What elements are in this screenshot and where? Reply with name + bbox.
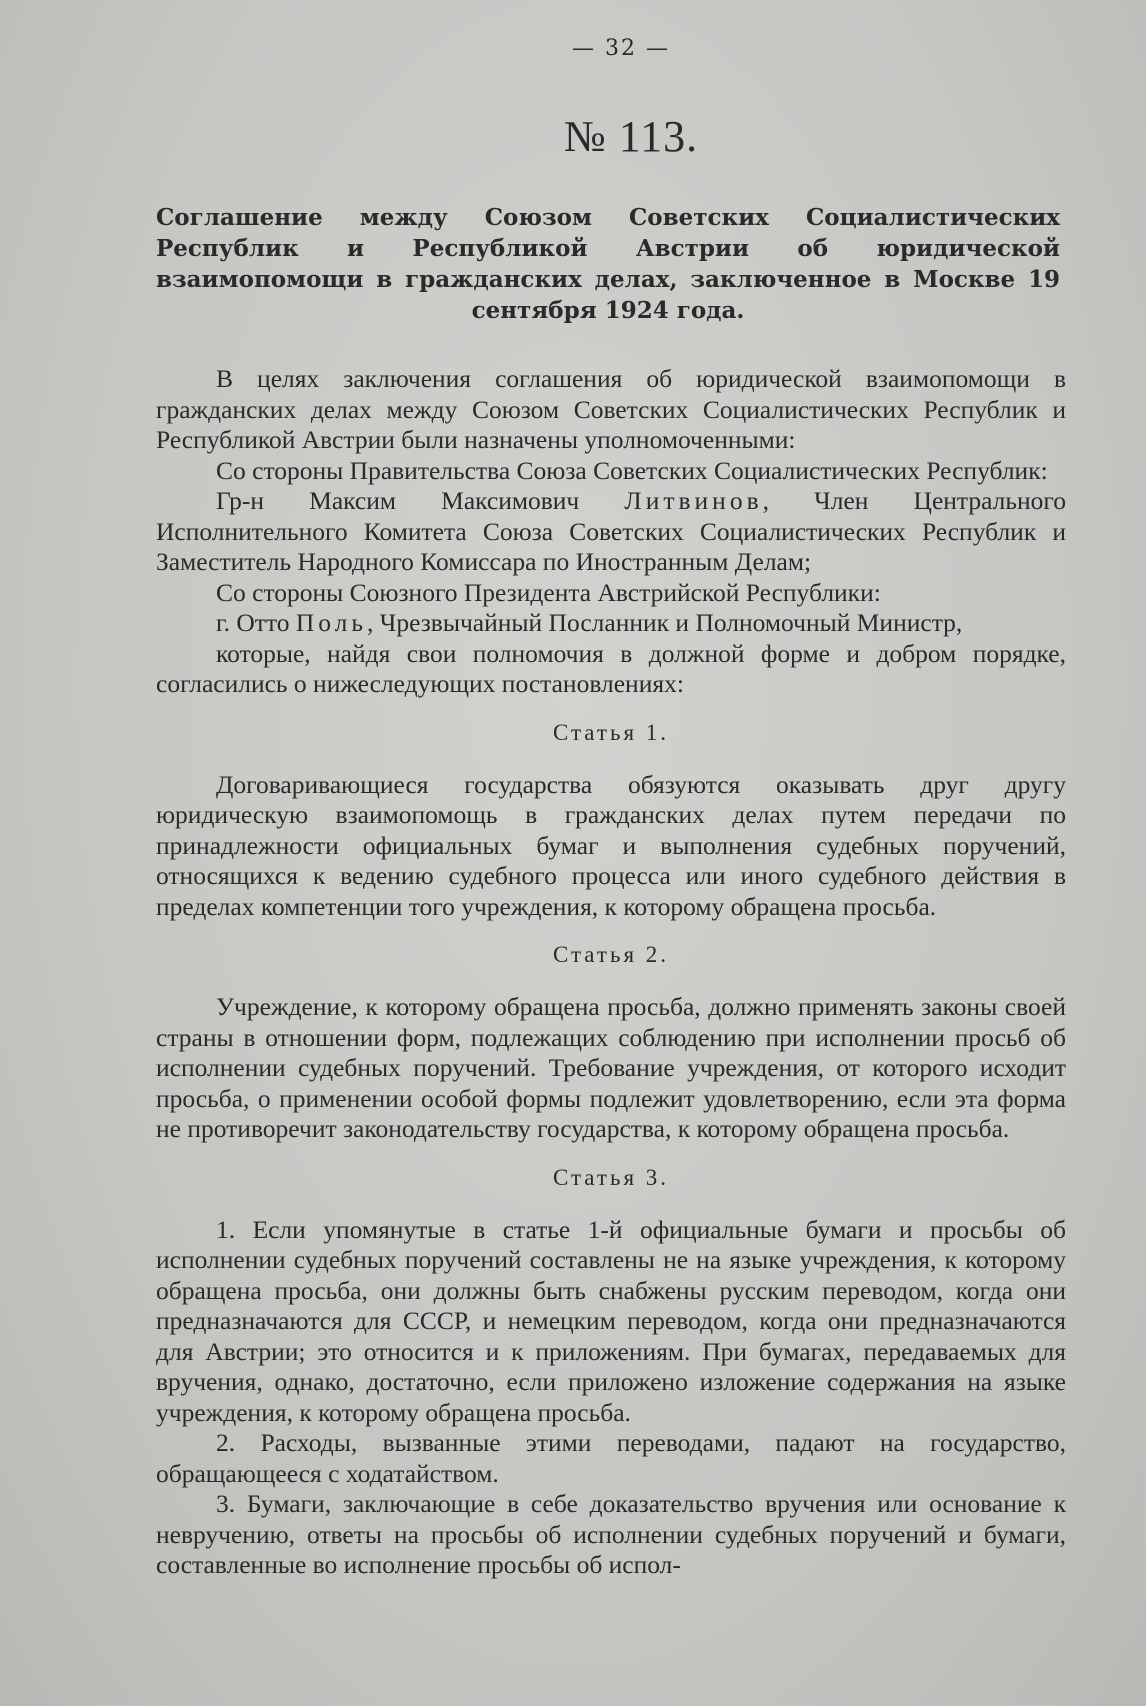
preamble-austria-side: Со стороны Союзного Президента Австрийской Республики: — [216, 577, 881, 607]
preamble-agreed: которые, найдя свои полномочия в должной форме и добром порядке, согласились о нижеследующих постановлениях: — [156, 638, 1066, 698]
austria-rep-name: Поль — [295, 608, 368, 637]
article-3-paragraph-1: 1. Если упомянутые в статье 1-й официальные бумаги и просьбы об исполнении судебных поручений составлены не на языке учреждения, к которому обращена просьба, они должны быть снабжены русским переводом, когда они предназначаются для СССР, и немецким переводом, когда они предназначаются для Австрии; это относится и к приложениям. При бумагах, передаваемых для вручения, однако, достаточно, если приложено изложение содержания на языке учреждения, к которому обращена просьба. — [156, 1214, 1066, 1427]
preamble-ussr-side: Со стороны Правительства Союза Советских Социалистических Республик: — [216, 455, 1048, 485]
document-number: № 113. — [563, 112, 699, 161]
preamble-intro: В целях заключения соглашения об юридической взаимопомощи в гражданских делах между Союзом Советских Социалистических Республик и Республикой Австрии были назначены уполномоченными: — [156, 364, 1066, 454]
article-2-heading: Статья 2. — [552, 942, 670, 967]
ussr-rep-name: Литвинов — [624, 486, 763, 515]
austria-rep-prefix: г. Отто — [216, 608, 290, 637]
article-2-paragraph-1: Учреждение, к которому обращена просьба, должно применять законы своей страны в отношении форм, подлежащих соблюдению при исполнении просьб об исполнении судебных поручений. Требование учреждения, от которого исходит просьба, о применении особой формы подлежит удовлетворению, если эта форма не противоречит законодательству государства, к которому обращена просьба. — [156, 992, 1066, 1143]
article-3-heading: Статья 3. — [552, 1164, 670, 1190]
preamble-ussr-representative — [156, 486, 1066, 578]
ussr-rep-suffix: , Член Центрального Исполнительного Комитета Союза Советских Социалистических Республик и Заместитель Народного Комиссара по Иностранным Делам; — [156, 486, 1066, 576]
article-3-paragraph-3: 3. Бумаги, заключающие в себе доказательство вручения или основание к невручению, ответы на просьбы об исполнении судебных поручений и бумаги, составленные во исполнение просьбы об испол- — [156, 1489, 1066, 1579]
austria-rep-suffix: , Чрезвычайный Посланник и Полномочный Министр, — [367, 608, 963, 637]
ussr-rep-prefix: Гр-н Максим Максимович — [216, 486, 580, 515]
page-number: — 32 — — [572, 36, 670, 61]
article-1-heading: Статья 1. — [552, 719, 670, 745]
preamble-austria-representative — [156, 608, 1066, 639]
article-1-paragraph-1: Договаривающиеся государства обязуются оказывать друг другу юридическую взаимопомощь в гражданских делах путем передачи по принадлежности официальных бумаг и выполнения судебных поручений, относящихся к ведению судебного процесса или иного судебного действия в пределах компетенции того учреждения, к которому обращена просьба. — [156, 769, 1066, 921]
article-3-paragraph-2: 2. Расходы, вызванные этими переводами, падают на государство, обращающееся с ходатайством. — [156, 1428, 1066, 1488]
document-title: Соглашение между Союзом Советских Социалистических Республик и Республикой Австрии об юридической взаимопомощи в гражданских делах, заключенное в Москве 19 сентября 1924 года. — [156, 204, 1060, 324]
